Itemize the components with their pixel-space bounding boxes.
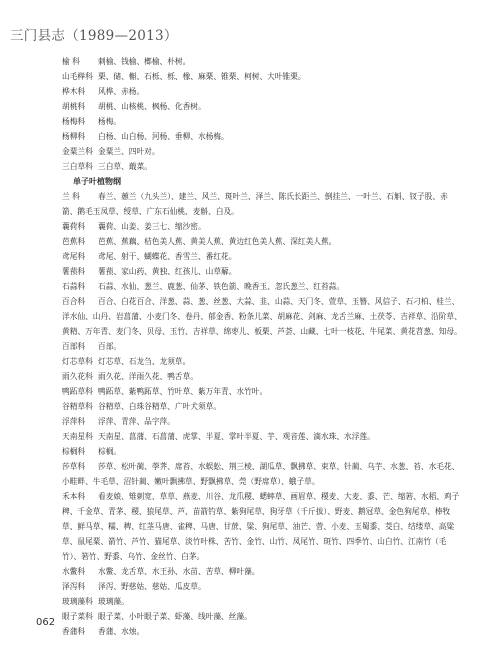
family-entry xyxy=(62,624,462,639)
species-list: 玻璃藻。 xyxy=(98,597,129,606)
species-list: 莎草、松叶蔺、荸荠、席苔、水蜈蚣、荆三棱、湖瓜草、飘拂草、束草、针蔺、乌芋、水葱、苔、水毛花、小畦畔、牛毛草、沼针蔺、嫩叶飘拂草、野飘拂草、莞（野席草）、蛾子草。 xyxy=(62,462,460,486)
family-name: 雨久花科 xyxy=(62,372,93,381)
section-title: 单子叶植物纲 xyxy=(73,176,121,186)
family-entry xyxy=(62,54,462,69)
family-entry xyxy=(62,489,462,564)
family-entry xyxy=(62,69,462,84)
family-name: 金粟兰科 xyxy=(62,147,93,156)
species-list: 灯芯草、石龙刍、龙须草。 xyxy=(98,357,191,366)
family-entry xyxy=(62,384,462,399)
page-number: 062 xyxy=(36,617,56,628)
family-entry xyxy=(62,444,462,459)
family-name: 鸢尾科 xyxy=(62,252,86,261)
family-name: 谷精草科 xyxy=(62,402,93,411)
species-list: 天南星、菖蒲、石菖蒲、虎掌、半夏、掌叶半夏、芋、观音莲、滴水珠、水浮莲。 xyxy=(98,432,375,441)
family-name: 水鳖科 xyxy=(62,567,86,576)
species-list: 浮萍、青萍、品字萍。 xyxy=(98,417,175,426)
family-entry xyxy=(62,99,462,114)
family-entry xyxy=(62,579,462,594)
family-entry xyxy=(62,609,462,624)
family-entry xyxy=(62,219,462,234)
species-list: 芭蕉、蕉藕、桔色美人蕉、黄美人蕉、黄边红色美人蕉、深红美人蕉。 xyxy=(98,237,337,246)
family-entry xyxy=(62,234,462,249)
family-entry xyxy=(62,114,462,129)
species-list: 三白草、蕺菜。 xyxy=(98,162,152,171)
species-list: 风桦、赤杨。 xyxy=(98,87,145,96)
family-entry xyxy=(62,159,462,174)
family-name: 杨柳科 xyxy=(62,132,86,141)
family-name: 玻璃藻科 xyxy=(62,597,93,606)
species-list: 胡桃、山核桃、枫杨、化香树。 xyxy=(98,102,206,111)
running-header: 三门县志（1989—2013） xyxy=(10,28,178,44)
family-entry xyxy=(62,279,462,294)
species-list: 春兰、蕙兰（九头兰）、建兰、风兰、斑叶兰、泽兰、陈氏长距兰、倒挂兰、一叶兰、石斛、钗子股、赤箭、鹅毛玉凤草、绶草、广东石仙桃、麦斛、白及。 xyxy=(62,192,448,216)
plant-family-list xyxy=(62,54,462,639)
species-list: 水鳖、龙舌草、水王孙、水苗、苦草、柳叶藻。 xyxy=(98,567,260,576)
species-list: 杨梅。 xyxy=(98,117,122,126)
family-entry xyxy=(62,264,462,279)
species-list: 香蒲、水烛。 xyxy=(98,627,145,636)
family-entry xyxy=(62,84,462,99)
species-list: 棕榈。 xyxy=(98,447,122,456)
family-name: 灯芯草科 xyxy=(62,357,93,366)
family-name: 兰 科 xyxy=(62,192,80,201)
species-list: 鸢尾、射干、蝴蝶花、香雪兰、番红花。 xyxy=(98,252,237,261)
species-list: 百部。 xyxy=(98,342,122,351)
family-name: 天南星科 xyxy=(62,432,93,441)
family-name: 百部科 xyxy=(62,342,86,351)
family-entry xyxy=(62,294,462,339)
family-entry xyxy=(62,459,462,489)
family-name: 蘘荷科 xyxy=(62,222,86,231)
section-heading xyxy=(62,174,462,189)
family-entry xyxy=(62,249,462,264)
species-list: 雨久花、洋雨久花、鸭舌草。 xyxy=(98,372,198,381)
family-name: 香蒲科 xyxy=(62,627,86,636)
family-entry xyxy=(62,189,462,219)
species-list: 眼子菜、小叶眼子菜、虾藻、线叶藻、丝藻。 xyxy=(98,612,252,621)
family-entry xyxy=(62,399,462,414)
family-name: 鸭跖草科 xyxy=(62,387,93,396)
family-name: 山毛榉科 xyxy=(62,72,93,81)
family-name: 杨梅科 xyxy=(62,117,86,126)
family-name: 石蒜科 xyxy=(62,282,86,291)
species-list: 泽泻、野慈姑、慈姑、瓜皮草。 xyxy=(98,582,206,591)
species-list: 蘘荷、山姜、姜三七、缩沙密。 xyxy=(98,222,206,231)
family-name: 泽泻科 xyxy=(62,582,86,591)
species-list: 白杨、山白杨、河杨、垂柳、水杨梅。 xyxy=(98,132,229,141)
family-name: 莎草科 xyxy=(62,462,86,471)
family-name: 薯蓣科 xyxy=(62,267,86,276)
species-list: 看麦娘、雉刺宽、草草、燕麦、川谷、龙爪稷、蟋蟀草、画眉草、稷麦、大麦、黍、芒、缩箬、水稻、鸡子稗、千金草、青茅、稷、狼尾草、芦、苗箭钓草、紫狗尾草、狗牙草（千斤拔）、野麦、鹅冠草、金色狗尾草、棒牧草、鲜马草、糯、稗、红茎马唐、雀稗、马唐、甘蔗、粱、狗尾草、油芒、菅、小麦、玉蜀黍、茭白、结缕草、高粱草、鼠尾粟、箭竹、芦竹、猫尾草、淡竹叶株、苦竹、金竹、山竹、凤尾竹、斑竹、四季竹、山白竹、江南竹（毛竹）、箬竹、野黍、乌竹、金丝竹、白茅。 xyxy=(62,492,460,561)
family-name: 禾本科 xyxy=(62,492,86,501)
species-list: 鸭跖草、紫鸭跖草、竹叶草、紫万年青、水竹叶。 xyxy=(98,387,268,396)
species-list: 谷精草、白珠谷精草、广叶犬须草。 xyxy=(98,402,222,411)
species-list: 刺榆、钱榆、榔榆、朴树。 xyxy=(98,57,191,66)
species-list: 百合、白花百合、洋葱、蒜、葱、丝葱、大蒜、韭、山蒜、天门冬、萱草、玉簪、风信子、石刁柏、桂兰、洋水仙、山丹、岩菖蒲、小麦门冬、卷丹、郁金香、粉条儿菜、胡麻花、剑麻、龙舌兰麻、土茯苓、吉祥草、沿阶草、黄精、万年青、麦门冬、贝母、玉竹、吉祥草、绵枣儿、板栗、芦荟、山藏、七叶一枝花、牛尾菜、黄花苕葱、知母。 xyxy=(62,297,462,336)
family-entry xyxy=(62,129,462,144)
family-entry xyxy=(62,564,462,579)
family-name: 三白草科 xyxy=(62,162,93,171)
species-list: 栗、储、槲、石栎、栎、橡、麻栗、锥栗、柯树、大叶锥栗。 xyxy=(98,72,306,81)
species-list: 金粟兰、四叶对。 xyxy=(98,147,160,156)
species-list: 石蒜、水仙、葱兰、鹿葱、仙茅、铁色箭、晚香玉、忽氏葱兰、红苔蒜。 xyxy=(98,282,345,291)
family-name: 浮萍科 xyxy=(62,417,86,426)
family-entry xyxy=(62,414,462,429)
family-name: 胡桃科 xyxy=(62,102,86,111)
family-name: 桦木科 xyxy=(62,87,86,96)
family-entry xyxy=(62,144,462,159)
species-list: 薯蓣、家山药、黄独、红孩儿、山草薢。 xyxy=(98,267,237,276)
family-name: 百合科 xyxy=(62,297,86,306)
family-name: 芭蕉科 xyxy=(62,237,86,246)
family-name: 眼子菜科 xyxy=(62,612,93,621)
family-entry xyxy=(62,339,462,354)
family-entry xyxy=(62,594,462,609)
family-entry xyxy=(62,429,462,444)
family-name: 榆 科 xyxy=(62,57,80,66)
family-entry xyxy=(62,354,462,369)
family-entry xyxy=(62,369,462,384)
family-name: 棕榈科 xyxy=(62,447,86,456)
